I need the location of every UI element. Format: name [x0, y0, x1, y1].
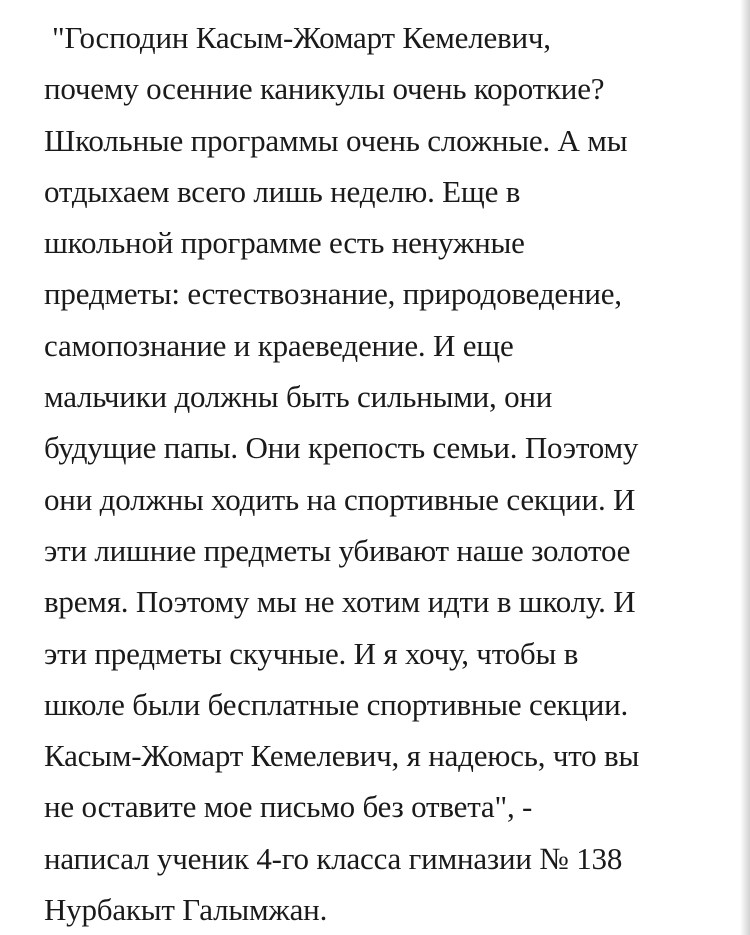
text-line: Нурбакыт Галымжан.: [44, 892, 328, 928]
text-line: время. Поэтому мы не хотим идти в школу. И: [44, 584, 636, 620]
text-line: будущие папы. Они крепость семьи. Поэтому: [44, 430, 639, 466]
text-line: мальчики должны быть сильными, они: [44, 379, 553, 415]
text-line: "Господин Касым-Жомарт Кемелевич,: [52, 20, 551, 55]
text-line: они должны ходить на спортивные секции. И: [44, 481, 636, 517]
text-line: не оставите мое письмо без ответа", -: [44, 789, 533, 825]
text-line: написал ученик 4-го класса гимназии № 138: [44, 840, 623, 876]
text-line: самопознание и краеведение. И еще: [44, 327, 514, 363]
text-line: предметы: естествознание, природоведение,: [44, 276, 622, 312]
text-line: Касым-Жомарт Кемелевич, я надеюсь, что вы: [44, 738, 640, 774]
letter-text: [44, 12, 744, 935]
text-line: школьной программе есть ненужные: [44, 225, 525, 261]
page-edge-shadow: [740, 0, 750, 935]
text-line: Школьные программы очень сложные. А мы: [44, 122, 628, 158]
text-line: отдыхаем всего лишь неделю. Еще в: [44, 173, 521, 209]
text-line: почему осенние каникулы очень короткие?: [44, 71, 605, 107]
text-line: школе были бесплатные спортивные секции.: [44, 686, 629, 722]
text-line: эти предметы скучные. И я хочу, чтобы в: [44, 635, 579, 671]
text-line: эти лишние предметы убивают наше золотое: [44, 532, 631, 568]
